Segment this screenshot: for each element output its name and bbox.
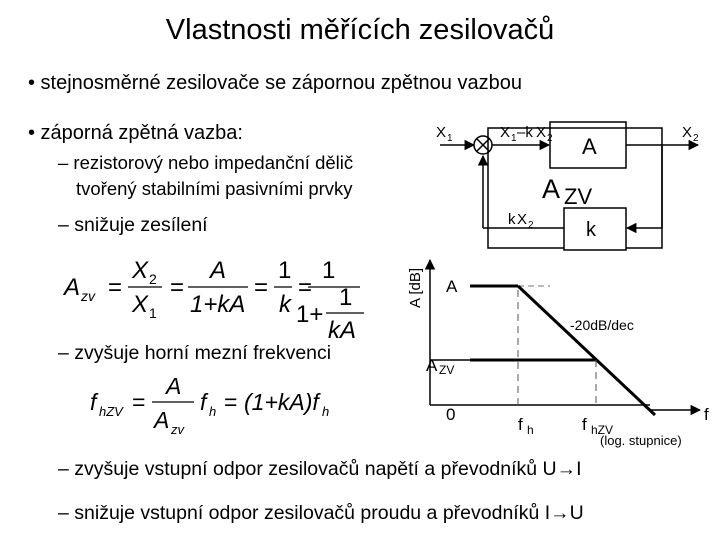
sub-divider-line1: – rezistorový nebo impedanční dělič (58, 152, 354, 173)
f1-x1: X (132, 291, 149, 318)
f1-one2: 1 (322, 257, 336, 284)
f2-fh-sub: h (209, 404, 217, 419)
sub-decreases-input-resistance: – snižuje vstupní odpor zesilovačů proudu a převodníků I→U (58, 502, 584, 524)
sub-increases-input-resistance: – zvyšuje vstupní odpor zesilovačů napětí a převodníků U→I (58, 458, 582, 480)
f1-eq1: = (108, 274, 123, 301)
feedback-label: k (586, 219, 596, 241)
f1-x1-sub: 1 (149, 305, 157, 321)
bode-zero: 0 (446, 405, 456, 424)
f2-rhs: (1+kA)f (244, 389, 319, 415)
f1-eq3: = (254, 274, 269, 301)
f2-eq1: = (132, 389, 146, 415)
f1-ka: kA (328, 317, 357, 344)
gain-formula (60, 250, 380, 346)
label-x1-sub: 1 (447, 133, 453, 144)
f2-a-num: A (166, 373, 182, 399)
f1-k: k (279, 291, 291, 318)
bode-fhzv-sub: hZV (591, 423, 614, 437)
f2-eq2: = (224, 389, 238, 415)
f1-one: 1 (278, 257, 292, 284)
frequency-formula (86, 372, 346, 440)
azv-label: A (542, 174, 561, 204)
label-kx2-x: X (517, 211, 528, 228)
f1-den: 1+kA (190, 291, 246, 318)
label-x2-sub: 2 (693, 133, 699, 144)
bode-f-axis: f (704, 405, 709, 424)
f1-one-inner: 1 (339, 284, 353, 311)
sub-increases-frequency: – zvyšuje horní mezní frekvenci (58, 342, 332, 364)
f1-x2: X (132, 257, 149, 284)
f1-azv-sub: zv (81, 288, 95, 304)
label-x1: X (436, 124, 447, 141)
sub-divider-line2: tvořený stabilními pasivními prvky (76, 178, 353, 199)
summing-junction (474, 136, 492, 154)
f2-hzv: hZV (99, 404, 123, 419)
f1-x2-sub: 2 (149, 271, 157, 287)
f2-fh: f (200, 389, 207, 415)
label-sum-x1: X (500, 124, 511, 141)
bode-fh: f (518, 415, 523, 434)
page-title: Vlastnosti měřících zesilovačů (165, 14, 555, 46)
f1-azv: A (64, 274, 81, 301)
bode-log-note: (log. stupnice) (600, 433, 682, 448)
bode-plot (407, 250, 720, 450)
bullet-dc-amplifiers: • stejnosměrné zesilovače se zápornou zpětnou vazbou (28, 72, 522, 94)
sub-reduces-gain: – snižuje zesílení (58, 214, 208, 236)
azv-label-sub: ZV (564, 184, 593, 209)
bode-ylabel: A [dB] (407, 267, 424, 308)
f1-a-num: A (210, 257, 227, 284)
rolloff-line (518, 286, 655, 415)
f1-one-plus: 1+ (296, 301, 324, 328)
bode-fh-sub: h (527, 423, 534, 437)
bode-azv-label: A (426, 356, 438, 375)
f1-eq4: = (298, 274, 313, 301)
f2-a-den-sub: zv (171, 422, 184, 437)
label-sum-x2-sub: 2 (547, 133, 553, 144)
f2-a-den: A (154, 407, 170, 433)
label-x2: X (682, 124, 693, 141)
label-sum-x2: X (536, 124, 547, 141)
bode-azv-sub: ZV (439, 363, 455, 377)
bode-fhzv: f (582, 415, 587, 434)
f2-f: f (90, 389, 97, 415)
label-sum-x1-sub: 1 (511, 133, 517, 144)
amp-label: A (582, 134, 597, 159)
bode-slope-label: -20dB/dec (570, 317, 634, 333)
label-kx2: k (508, 211, 516, 228)
bullet-negative-feedback: • záporná zpětná vazba: (28, 122, 243, 144)
f2-rhs-sub: h (322, 404, 330, 419)
f1-eq2: = (170, 274, 185, 301)
bode-a-label: A (446, 277, 458, 296)
label-kx2-sub: 2 (528, 220, 534, 231)
label-sum-minus: –k (517, 124, 533, 141)
feedback-block-diagram (420, 110, 720, 270)
